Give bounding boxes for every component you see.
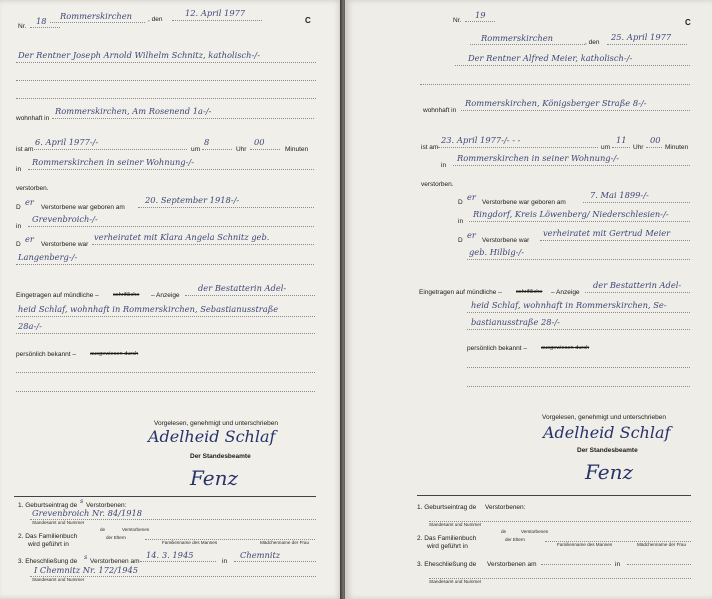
rule — [461, 110, 690, 111]
rule — [16, 264, 314, 265]
rule — [172, 20, 262, 21]
footnote-1-suffix: Verstorbenen: — [485, 504, 526, 511]
death-hour: 11 — [616, 135, 627, 145]
marital-status-cont: geb. Hilbig-/- — [469, 247, 525, 257]
birth-date: 20. September 1918-/- — [145, 195, 240, 205]
d-fill: er — [25, 197, 34, 207]
footnote-2-caption-a: Familienname des Mannes — [162, 540, 218, 545]
rule — [453, 165, 690, 166]
deceased-person: Der Rentner Alfred Meier, katholisch-/- — [468, 53, 633, 63]
rule — [140, 561, 216, 562]
series-letter: C — [685, 18, 691, 27]
footnote-2-caption-a: Familienname des Mannes — [557, 542, 613, 547]
in2-label: in — [458, 218, 464, 225]
footnote-3-value: I Chemnitz Nr. 172/1945 — [34, 565, 139, 575]
den-label: , den — [148, 16, 163, 23]
anzeige-label: – Anzeige — [551, 289, 580, 296]
series-letter: C — [305, 16, 311, 25]
rule — [585, 292, 690, 293]
footnote-2-verstorbenen: Verstorbenen — [521, 529, 549, 534]
footnote-2-sub: wird geführt in — [427, 543, 468, 550]
d2-label: D — [16, 241, 21, 248]
rule — [470, 44, 585, 45]
register-page-right — [345, 0, 712, 599]
rule — [646, 147, 662, 148]
d-label: D — [16, 204, 21, 211]
marital-status: verheiratet mit Gertrud Meier — [543, 228, 671, 238]
vorgelesen-label: Vorgelesen, genehmigt und unterschrieben — [542, 414, 666, 421]
marital-status-cont: Langenberg-/- — [18, 252, 78, 262]
footnote-3-in: in — [615, 561, 621, 568]
verstorben-label: verstorben. — [16, 185, 49, 192]
rule — [467, 386, 690, 387]
rule — [420, 84, 690, 85]
entry-number: 18 — [36, 16, 47, 26]
rule — [627, 564, 691, 565]
footnote-1-fill: s — [80, 497, 84, 505]
rule — [467, 259, 690, 260]
in-label: in — [16, 166, 22, 173]
rule — [16, 372, 315, 373]
ist-am-label: ist am — [421, 144, 439, 151]
den-label: , den — [585, 39, 600, 46]
rule — [185, 295, 315, 296]
official-signature: Fenz — [585, 460, 634, 484]
minuten-label: Minuten — [285, 146, 309, 153]
d2-fill: er — [467, 230, 476, 240]
bekannt-label: persönlich bekannt – — [16, 351, 76, 358]
footnote-3-caption: Standesamt und Nummer — [429, 579, 482, 584]
rule — [30, 27, 60, 28]
footnote-1-suffix: Verstorbenen: — [86, 502, 127, 509]
geboren-label: Verstorbene war geboren am — [482, 199, 566, 206]
struck-ausgewiesen: ausgewiesen durch — [541, 345, 590, 351]
d-label: D — [458, 199, 463, 206]
rule — [202, 149, 232, 150]
rule — [469, 221, 690, 222]
birth-date: 7. Mai 1899-/- — [590, 190, 649, 200]
uhr-label: Uhr — [633, 144, 644, 151]
footnote-1-label: 1. Geburtseintrag de — [18, 502, 78, 509]
informant-line-3: bastianusstraße 28-/- — [471, 317, 560, 327]
footnote-2-label: 2. Das Familienbuch — [18, 533, 78, 540]
informant-line-1: der Bestatterin Adel- — [198, 283, 287, 293]
d2-fill: er — [25, 234, 34, 244]
death-place: Rommerskirchen in seiner Wohnung-/- — [457, 153, 619, 163]
rule — [583, 202, 690, 203]
geboren-label: Verstorbene war geboren am — [41, 204, 125, 211]
struck-schriftliche: schriftliche — [516, 289, 543, 295]
verstorben-label: verstorben. — [421, 181, 454, 188]
footer-divider — [14, 496, 316, 497]
rule — [138, 207, 314, 208]
footnote-2-caption-b: Mädchenname der Frau — [637, 542, 687, 547]
footnote-3-in: in — [222, 558, 228, 565]
informant-signature: Adelheid Schlaf — [543, 423, 671, 442]
footnote-2-label: 2. Das Familienbuch — [417, 535, 477, 542]
registry-date: 25. April 1977 — [611, 32, 672, 42]
rule — [16, 80, 316, 81]
rule — [465, 21, 495, 22]
rule — [612, 147, 630, 148]
informant-line-2: heid Schlaf, wohnhaft in Rommerskirchen, Sebastianusstraße — [18, 304, 279, 314]
minuten-label: Minuten — [665, 144, 689, 151]
rule — [28, 169, 314, 170]
footnote-2-verstorbenen: Verstorbenen — [122, 527, 150, 532]
rule — [438, 147, 598, 148]
footnote-1-caption: Standesamt und Nummer — [429, 522, 482, 527]
birth-place: Grevenbroich-/- — [32, 214, 98, 224]
registry-place: Rommerskirchen — [481, 33, 554, 43]
rule — [50, 22, 145, 23]
rule — [16, 391, 315, 392]
residence: Rommerskirchen, Am Rosenend 1a-/- — [55, 106, 212, 116]
um-label: um — [191, 146, 201, 153]
rule — [541, 564, 611, 565]
deceased-person: Der Rentner Joseph Arnold Wilhelm Schnitz, katholisch-/- — [18, 50, 260, 60]
residence: Rommerskirchen, Königsberger Straße 8-/- — [465, 98, 647, 108]
death-date: 23. April 1977-/- - - — [441, 135, 521, 145]
marriage-place: Chemnitz — [240, 550, 281, 560]
footnote-2-de: de — [100, 527, 106, 532]
marriage-date: 14. 3. 1945 — [146, 550, 194, 560]
rule — [607, 44, 687, 45]
death-minutes: 00 — [254, 137, 265, 147]
register-page-left — [0, 0, 342, 599]
footer-divider — [417, 495, 691, 496]
informant-line-1: der Bestatterin Adel- — [593, 280, 682, 290]
footnote-2-de: de — [501, 529, 507, 534]
death-place: Rommerskirchen in seiner Wohnung-/- — [32, 157, 194, 167]
death-date: 6. April 1977-/- — [35, 137, 99, 147]
rule — [250, 149, 280, 150]
rule — [16, 316, 315, 317]
informant-line-3: 28a-/- — [18, 321, 42, 331]
anzeige-label: – Anzeige — [151, 292, 180, 299]
rule — [467, 367, 690, 368]
standesbeamte-label: Der Standesbeamte — [190, 453, 251, 460]
rule — [467, 312, 690, 313]
rule — [16, 62, 316, 63]
footnote-2-eltern: der Eltern — [505, 537, 525, 542]
registry-place: Rommerskirchen — [60, 11, 133, 21]
nr-label: Nr. — [18, 23, 27, 30]
footnote-3-label: 3. Eheschließung de — [18, 558, 78, 565]
rule — [92, 244, 314, 245]
footnote-3-label: 3. Eheschließung de — [417, 561, 477, 568]
birth-place: Ringdorf, Kreis Löwenberg/ Niederschlesien-/- — [473, 209, 669, 219]
rule — [234, 561, 316, 562]
struck-ausgewiesen: ausgewiesen durch — [90, 351, 139, 357]
footnote-2-sub: wird geführt in — [28, 541, 69, 548]
um-label: um — [601, 144, 611, 151]
footnote-2-eltern: der Eltern — [106, 535, 126, 540]
footnote-2-caption-b: Mädchenname der Frau — [260, 540, 310, 545]
nr-label: Nr. — [453, 17, 462, 24]
footnote-3-suffix: Verstorbenen am — [90, 558, 140, 565]
footnote-1-value: Grevenbroich Nr. 84/1918 — [32, 508, 143, 518]
informant-signature: Adelheid Schlaf — [148, 427, 276, 446]
rule — [52, 118, 314, 119]
informant-line-2: heid Schlaf, wohnhaft in Rommerskirchen, Se- — [471, 300, 667, 310]
wohnhaft-label: wohnhaft in — [423, 107, 457, 114]
footnote-3-fill: s — [84, 553, 88, 561]
vorgelesen-label: Vorgelesen, genehmigt und unterschrieben — [154, 420, 278, 427]
war-label: Verstorbene war — [41, 241, 89, 248]
death-minutes: 00 — [650, 135, 661, 145]
d2-label: D — [458, 237, 463, 244]
in2-label: in — [16, 223, 22, 230]
rule — [540, 240, 690, 241]
wohnhaft-label: wohnhaft in — [16, 115, 50, 122]
struck-schriftliche: schriftliche — [113, 292, 140, 298]
war-label: Verstorbene war — [482, 237, 530, 244]
footnote-3-suffix: Verstorbenen am — [487, 561, 537, 568]
eingetragen-label: Eingetragen auf mündliche – — [16, 292, 99, 299]
marital-status: verheiratet mit Klara Angela Schnitz geb. — [94, 232, 270, 242]
footnote-3-caption: Standesamt und Nummer — [32, 577, 85, 582]
uhr-label: Uhr — [236, 146, 247, 153]
rule — [467, 329, 690, 330]
footnote-1-caption: Standesamt und Nummer — [32, 520, 85, 525]
official-signature: Fenz — [190, 466, 239, 490]
rule — [16, 333, 315, 334]
in-label: in — [441, 162, 447, 169]
death-hour: 8 — [204, 137, 210, 147]
footnote-1-label: 1. Geburtseintrag de — [417, 504, 477, 511]
rule — [16, 98, 316, 99]
rule — [28, 226, 314, 227]
entry-number: 19 — [475, 10, 486, 20]
rule — [32, 149, 187, 150]
standesbeamte-label: Der Standesbeamte — [577, 447, 638, 454]
ist-am-label: ist am — [16, 146, 34, 153]
rule — [455, 65, 690, 66]
eingetragen-label: Eingetragen auf mündliche – — [419, 289, 502, 296]
registry-date: 12. April 1977 — [185, 8, 246, 18]
d-fill: er — [467, 192, 476, 202]
bekannt-label: persönlich bekannt – — [467, 345, 527, 352]
